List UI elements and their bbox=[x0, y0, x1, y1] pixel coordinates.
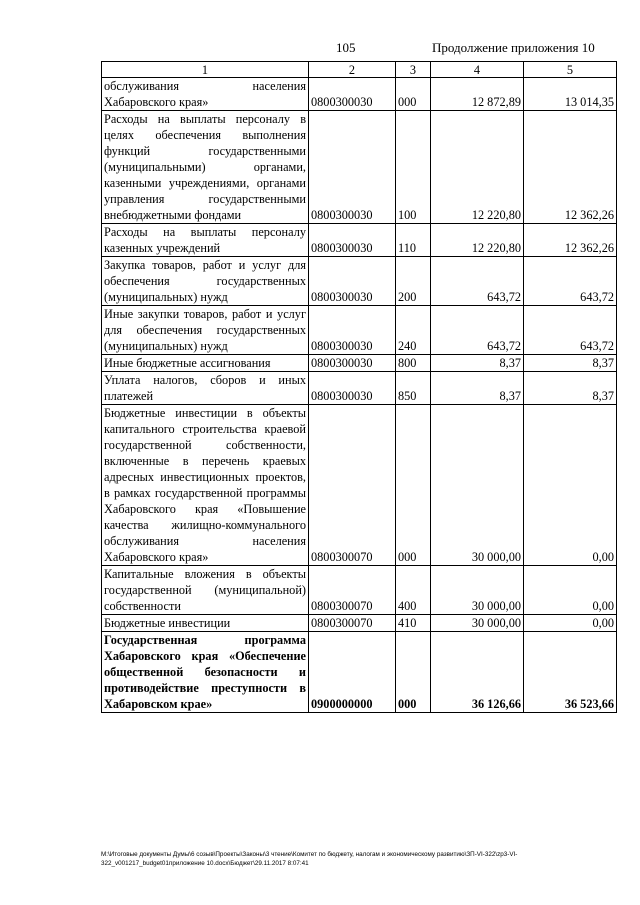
row-name: обслуживания населения Хабаровского края» bbox=[102, 78, 309, 111]
target-article-code: 0800300030 bbox=[309, 306, 396, 355]
budget-table bbox=[101, 61, 617, 713]
column-number-row bbox=[102, 62, 617, 78]
amount-col-4: 30 000,00 bbox=[431, 615, 524, 632]
expense-type-code: 410 bbox=[396, 615, 431, 632]
row-name: Закупка товаров, работ и услуг для обеспечения государственных (муниципальных) нужд bbox=[102, 257, 309, 306]
expense-type-code: 400 bbox=[396, 566, 431, 615]
target-article-code: 0800300030 bbox=[309, 372, 396, 405]
expense-type-code: 850 bbox=[396, 372, 431, 405]
row-name: Государственная программа Хабаровского края «Обеспечение общественной безопасности и противодействие преступности в Хабаровском крае» bbox=[102, 632, 309, 713]
amount-col-4: 8,37 bbox=[431, 355, 524, 372]
expense-type-code: 100 bbox=[396, 111, 431, 224]
amount-col-4: 12 220,80 bbox=[431, 224, 524, 257]
amount-col-5: 12 362,26 bbox=[524, 224, 617, 257]
amount-col-5: 0,00 bbox=[524, 566, 617, 615]
column-number: 4 bbox=[431, 62, 524, 78]
target-article-code: 0800300070 bbox=[309, 615, 396, 632]
target-article-code: 0900000000 bbox=[309, 632, 396, 713]
amount-col-4: 30 000,00 bbox=[431, 405, 524, 566]
table-row bbox=[102, 566, 617, 615]
amount-col-5: 8,37 bbox=[524, 355, 617, 372]
table-row bbox=[102, 111, 617, 224]
amount-col-4: 8,37 bbox=[431, 372, 524, 405]
amount-col-5: 12 362,26 bbox=[524, 111, 617, 224]
column-number: 3 bbox=[396, 62, 431, 78]
amount-col-5: 8,37 bbox=[524, 372, 617, 405]
row-name: Иные закупки товаров, работ и услуг для обеспечения государственных (муниципальных) нужд bbox=[102, 306, 309, 355]
row-name: Бюджетные инвестиции bbox=[102, 615, 309, 632]
expense-type-code: 000 bbox=[396, 78, 431, 111]
expense-type-code: 000 bbox=[396, 405, 431, 566]
table-row bbox=[102, 405, 617, 566]
file-path-footer: M:\Итоговые документы Думы\6 созыв\Проекты\Законы\3 чтение\Комитет по бюджету, налогам и экономическому развитию\ЗП-VI-322\zp3-VI-322_v001217_budget01приложение 10.docx\Бюджет\29.11.2017 8:07:41 bbox=[101, 851, 518, 867]
amount-col-5: 643,72 bbox=[524, 257, 617, 306]
table-row bbox=[102, 355, 617, 372]
amount-col-4: 30 000,00 bbox=[431, 566, 524, 615]
table-row bbox=[102, 372, 617, 405]
table-row bbox=[102, 78, 617, 111]
amount-col-5: 643,72 bbox=[524, 306, 617, 355]
target-article-code: 0800300030 bbox=[309, 224, 396, 257]
amount-col-5: 13 014,35 bbox=[524, 78, 617, 111]
column-number: 1 bbox=[102, 62, 309, 78]
amount-col-4: 643,72 bbox=[431, 257, 524, 306]
row-name: Иные бюджетные ассигнования bbox=[102, 355, 309, 372]
expense-type-code: 000 bbox=[396, 632, 431, 713]
page-number: 105 bbox=[336, 40, 356, 55]
amount-col-4: 36 126,66 bbox=[431, 632, 524, 713]
amount-col-5: 36 523,66 bbox=[524, 632, 617, 713]
target-article-code: 0800300070 bbox=[309, 566, 396, 615]
expense-type-code: 200 bbox=[396, 257, 431, 306]
target-article-code: 0800300030 bbox=[309, 355, 396, 372]
column-number: 5 bbox=[524, 62, 617, 78]
target-article-code: 0800300030 bbox=[309, 111, 396, 224]
amount-col-5: 0,00 bbox=[524, 615, 617, 632]
expense-type-code: 110 bbox=[396, 224, 431, 257]
amount-col-5: 0,00 bbox=[524, 405, 617, 566]
amount-col-4: 12 872,89 bbox=[431, 78, 524, 111]
target-article-code: 0800300070 bbox=[309, 405, 396, 566]
appendix-continuation-note: Продолжение приложения 10 bbox=[432, 40, 595, 55]
target-article-code: 0800300030 bbox=[309, 257, 396, 306]
table-row bbox=[102, 306, 617, 355]
table-row bbox=[102, 224, 617, 257]
row-name: Бюджетные инвестиции в объекты капитального строительства краевой государственной собственности, включенные в перечень краевых адресных инвестиционных проектов, в рамках государственной программы Хабаровского края «Повышение качества жилищно-коммунального обслуживания населения Хабаровского края» bbox=[102, 405, 309, 566]
row-name: Капитальные вложения в объекты государственной (муниципальной) собственности bbox=[102, 566, 309, 615]
amount-col-4: 643,72 bbox=[431, 306, 524, 355]
row-name: Уплата налогов, сборов и иных платежей bbox=[102, 372, 309, 405]
expense-type-code: 800 bbox=[396, 355, 431, 372]
amount-col-4: 12 220,80 bbox=[431, 111, 524, 224]
table-row bbox=[102, 257, 617, 306]
column-number: 2 bbox=[309, 62, 396, 78]
row-name: Расходы на выплаты персоналу в целях обеспечения выполнения функций государственными (муниципальными) органами, казенными учреждениями, органами управления государственными внебюджетными фондами bbox=[102, 111, 309, 224]
table-row bbox=[102, 632, 617, 713]
row-name: Расходы на выплаты персоналу казенных учреждений bbox=[102, 224, 309, 257]
table-row bbox=[102, 615, 617, 632]
expense-type-code: 240 bbox=[396, 306, 431, 355]
target-article-code: 0800300030 bbox=[309, 78, 396, 111]
